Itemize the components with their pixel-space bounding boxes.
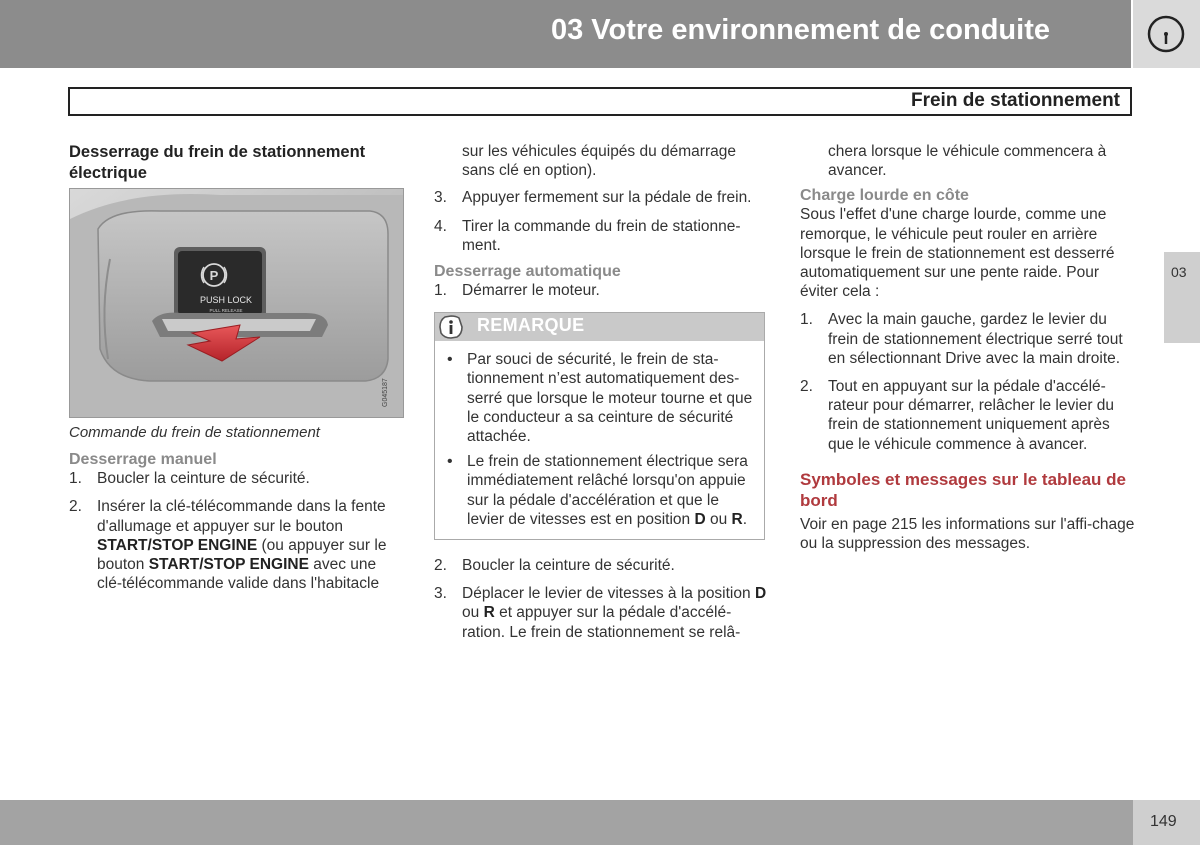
speedometer-icon: [1146, 14, 1186, 54]
image-code: G045187: [382, 378, 389, 407]
step-number: 3.: [434, 585, 447, 603]
step-text: Boucler la ceinture de sécurité.: [462, 557, 675, 575]
push-lock-label: PUSH LOCK: [199, 295, 253, 305]
info-icon: [438, 314, 464, 340]
section-header: [68, 87, 1132, 116]
step-number: 1.: [69, 470, 82, 488]
continuation-text: sur les véhicules équipés du démarrage sans clé en option).: [462, 143, 736, 180]
column-2: [434, 140, 769, 642]
paragraph: Sous l'effet d'une charge lourde, comme une remorque, le véhicule peut rouler en arrière lorsque le frein de stationnement est desserré automatiquement sur une pente raide. Pour éviter cela :: [800, 206, 1115, 301]
header-bar: [0, 0, 1131, 68]
step-text: Appuyer fermement sur la pédale de frein.: [462, 189, 752, 207]
list-item: [434, 281, 769, 300]
chapter-icon-box: [1133, 0, 1200, 68]
step-text: Tout en appuyant sur la pédale d'accélé-rateur pour démarrer, relâcher le levier du frein de stationnement uniquement après que le véhicule commence à avancer.: [828, 378, 1115, 453]
bullet-icon: •: [447, 351, 453, 369]
step-number: 1.: [434, 282, 447, 300]
step-number: 1.: [800, 311, 813, 329]
bullet-text: Le frein de stationnement électrique sera immédiatement relâché lorsqu'on appuie sur la pédale d'accélération et que le levier de vitesses est en position D ou R.: [467, 453, 748, 528]
step-text: Déplacer le levier de vitesses à la position D ou R et appuyer sur la pédale d'accélé-ration. Le frein de stationnement se relâ-: [462, 585, 767, 641]
step-number: 2.: [800, 378, 813, 396]
step-number: 2.: [69, 498, 82, 516]
list-item: [69, 497, 404, 593]
section-heading: Desserrage du frein de stationnement électrique: [69, 143, 366, 182]
list-item: [447, 350, 754, 446]
continuation-text: chera lorsque le véhicule commencera à avancer.: [828, 143, 1107, 180]
step-number: 3.: [434, 189, 447, 207]
chapter-side-tab: [1164, 252, 1200, 343]
subheading-heavy-load: Charge lourde en côte: [800, 187, 969, 205]
list-item: [69, 469, 404, 488]
step-number: 2.: [434, 557, 447, 575]
bullet-icon: •: [447, 453, 453, 471]
note-header: [435, 313, 764, 341]
figure-caption: Commande du frein de stationnement: [69, 424, 320, 441]
step-text: Avec la main gauche, gardez le levier du frein de stationnement électrique serré tout en sélectionnant Drive avec la main droite.: [828, 311, 1123, 367]
list-item: [447, 452, 754, 529]
footer-bar: [0, 800, 1133, 845]
button-name: START/STOP ENGINE: [97, 536, 258, 554]
bullet-text: Par souci de sécurité, le frein de sta-tionnement n’est automatiquement des-serré que lorsque le moteur tourne et que le conducteur a sa ceinture de sécurité attachée.: [467, 351, 753, 446]
list-item: [434, 188, 769, 207]
subheading-manual: Desserrage manuel: [69, 451, 217, 469]
list-item: [800, 377, 1135, 454]
step-text: Boucler la ceinture de sécurité.: [97, 470, 310, 488]
pull-release-label: PULL RELEASE: [209, 308, 243, 313]
side-tab-label: 03: [1171, 264, 1187, 280]
chapter-title: 03 Votre environnement de conduite: [550, 14, 1050, 46]
subheading-automatic: Desserrage automatique: [434, 263, 621, 281]
list-item: [800, 310, 1135, 368]
button-name: START/STOP ENGINE: [148, 556, 309, 574]
page-number: 149: [1150, 813, 1177, 830]
parking-brake-figure: [69, 188, 404, 418]
column-1: [69, 140, 404, 593]
note-body: [435, 341, 764, 539]
svg-text:P: P: [209, 268, 219, 283]
note-box: [434, 312, 765, 540]
parking-brake-control-illustration: [70, 189, 403, 417]
column-3: [800, 140, 1135, 553]
step-text: Insérer la clé-télécommande dans la fente d'allumage et appuyer sur le bouton START/STOP ENGINE (ou appuyer sur le bouton START/STOP ENGINE avec une clé-télécommande valide dans l'habitacle: [97, 498, 387, 593]
note-title: REMARQUE: [477, 315, 585, 336]
step-text: Démarrer le moteur.: [462, 282, 600, 300]
step-text: Tirer la commande du frein de stationne-ment.: [462, 217, 741, 254]
section-title: Frein de stationnement: [910, 90, 1120, 111]
list-item: [434, 217, 769, 255]
list-item: [434, 584, 769, 642]
red-heading: Symboles et messages sur le tableau de bord: [800, 469, 1126, 510]
step-number: 4.: [434, 217, 447, 235]
paragraph: Voir en page 215 les informations sur l'affi-chage ou la suppression des messages.: [800, 515, 1135, 553]
list-item: [434, 556, 769, 575]
page-number-box: [1133, 800, 1200, 845]
